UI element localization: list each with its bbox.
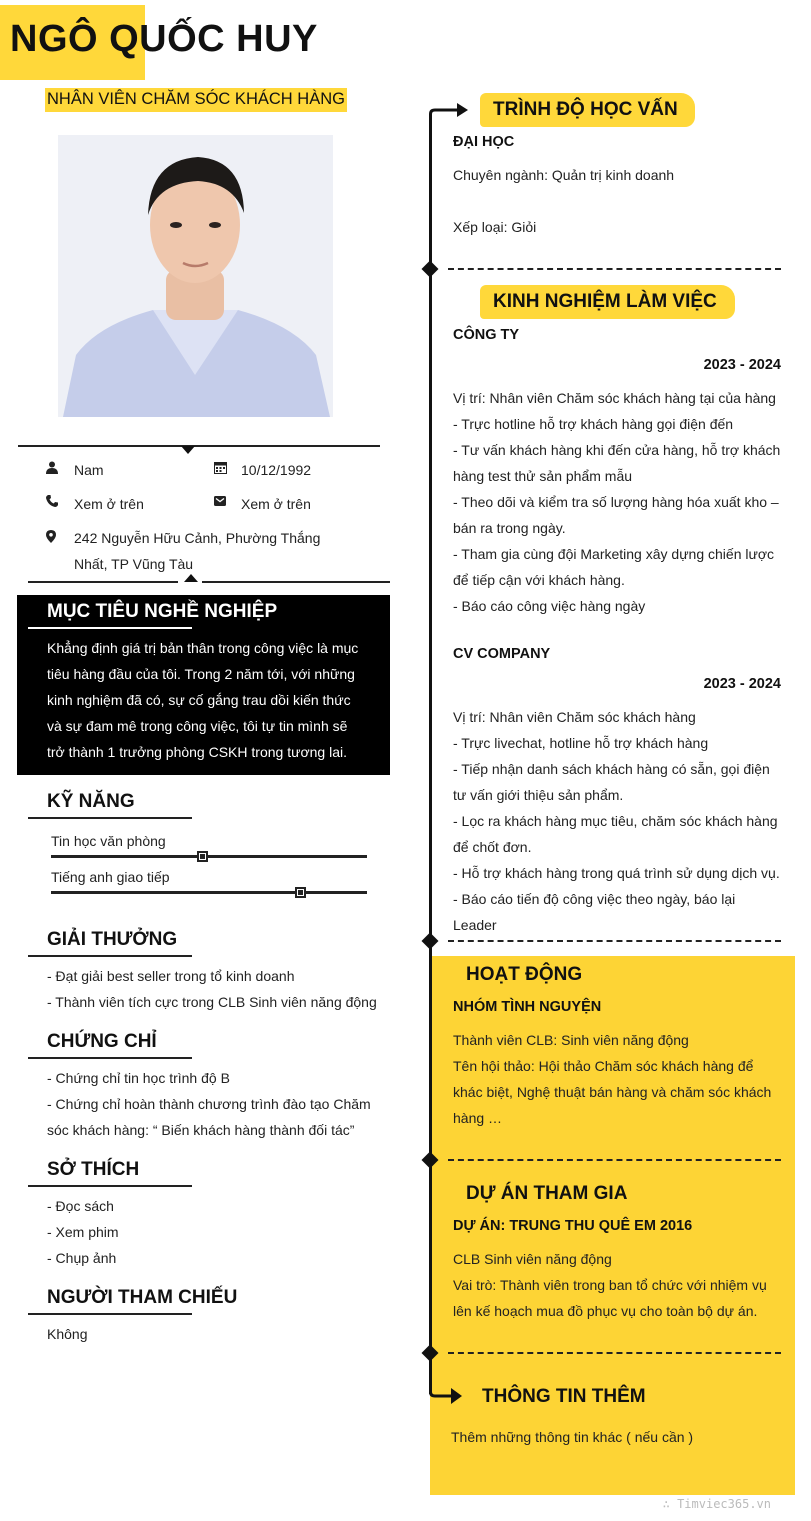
objective-title: MỤC TIÊU NGHỀ NGHIỆP bbox=[47, 601, 278, 622]
activity-line: hàng … bbox=[453, 1110, 503, 1126]
project-name: DỰ ÁN: TRUNG THU QUÊ EM 2016 bbox=[453, 1218, 693, 1234]
section-divider bbox=[448, 268, 781, 270]
job-line: hàng test thử sản phẩm mẫu bbox=[453, 468, 633, 484]
education-grade: Xếp loại: Giỏi bbox=[453, 219, 537, 235]
education-school: ĐẠI HỌC bbox=[453, 134, 515, 150]
section-divider bbox=[448, 940, 781, 942]
job-line: - Tiếp nhận danh sách khách hàng có sẵn, gọi điện bbox=[453, 761, 770, 777]
candidate-name: NGÔ QUỐC HUY bbox=[10, 18, 318, 60]
objective-line: trở thành 1 trưởng phòng CSKH trong tương lai. bbox=[47, 744, 347, 760]
activities-org: NHÓM TÌNH NGUYỆN bbox=[453, 999, 602, 1015]
job-line: - Theo dõi và kiểm tra số lượng hàng hóa xuất kho – bbox=[453, 494, 779, 510]
caret-up-icon bbox=[184, 574, 198, 582]
project-line: Vai trò: Thành viên trong ban tổ chức với nhiệm vụ bbox=[453, 1277, 767, 1293]
address-line-2: Nhất, TP Vũng Tàu bbox=[74, 556, 194, 572]
timeline-node bbox=[422, 933, 439, 950]
phone-value: Xem ở trên bbox=[74, 496, 144, 512]
activity-line: khác biệt, Nghệ thuật bán hàng và chăm sóc khách bbox=[453, 1084, 772, 1100]
objective-line: Khẳng định giá trị bản thân trong công việc là mục bbox=[47, 640, 359, 656]
job-line: để chốt đơn. bbox=[453, 839, 532, 855]
activity-line: Tên hội thảo: Hội thảo Chăm sóc khách hàng để bbox=[453, 1058, 754, 1074]
email-icon bbox=[214, 495, 226, 507]
extra-text: Thêm những thông tin khác ( nếu cần ) bbox=[451, 1429, 694, 1445]
map-pin-icon bbox=[46, 530, 58, 542]
info-bottom-divider-right bbox=[202, 581, 390, 583]
skill-bar-track bbox=[51, 891, 367, 894]
job-line: - Báo cáo công việc hàng ngày bbox=[453, 598, 646, 614]
birthday-value: 10/12/1992 bbox=[241, 462, 312, 478]
references-title-underline bbox=[28, 1313, 192, 1315]
references-text: Không bbox=[47, 1326, 88, 1342]
objective-line: và sự đam mê trong công việc, tôi tự tin mình sẽ bbox=[47, 718, 348, 734]
awards-title-underline bbox=[28, 955, 192, 957]
job-line: tư vấn giới thiệu sản phẩm. bbox=[453, 787, 624, 803]
extra-title: THÔNG TIN THÊM bbox=[482, 1386, 646, 1407]
hobby-item: - Đọc sách bbox=[47, 1198, 114, 1214]
timeline-arrow-icon bbox=[429, 102, 469, 124]
hobby-item: - Xem phim bbox=[47, 1224, 119, 1240]
section-divider bbox=[448, 1159, 781, 1161]
activity-line: Thành viên CLB: Sinh viên năng động bbox=[453, 1032, 689, 1048]
project-line: CLB Sinh viên năng động bbox=[453, 1251, 612, 1267]
job-details bbox=[453, 385, 781, 619]
hobbies-title: SỞ THÍCH bbox=[47, 1159, 140, 1180]
job-company: CV COMPANY bbox=[453, 646, 551, 662]
job-line: bán ra trong ngày. bbox=[453, 520, 566, 536]
info-top-divider bbox=[18, 445, 380, 447]
awards-list bbox=[47, 963, 387, 1015]
skill-label: Tin học văn phòng bbox=[51, 833, 166, 849]
job-details bbox=[453, 704, 781, 938]
project-details bbox=[453, 1246, 781, 1324]
job-line: - Hỗ trợ khách hàng trong quá trình sử dụng dịch vụ. bbox=[453, 865, 780, 881]
certificates-title-underline bbox=[28, 1057, 192, 1059]
skill-label: Tiếng anh giao tiếp bbox=[51, 869, 170, 885]
certificates-list bbox=[47, 1065, 379, 1143]
info-bottom-divider-left bbox=[28, 581, 178, 583]
gender-value: Nam bbox=[74, 462, 104, 478]
objective-line: kinh nghiệm đã có, sự cố gắng trau dồi kiến thức bbox=[47, 692, 351, 708]
certificates-title: CHỨNG CHỈ bbox=[47, 1031, 157, 1052]
job-line: - Tư vấn khách hàng khi đến cửa hàng, hỗ trợ khách bbox=[453, 442, 781, 458]
skill-level-knob[interactable] bbox=[197, 851, 208, 862]
activities-details bbox=[453, 1027, 781, 1131]
job-line: - Trực hotline hỗ trợ khách hàng gọi điện đến bbox=[453, 416, 734, 432]
watermark bbox=[663, 1497, 771, 1511]
job-line: Vị trí: Nhân viên Chăm sóc khách hàng tại của hàng bbox=[453, 390, 776, 406]
job-company: CÔNG TY bbox=[453, 327, 520, 343]
timeline-node bbox=[422, 261, 439, 278]
projects-title: DỰ ÁN THAM GIA bbox=[466, 1183, 628, 1204]
hobbies-list bbox=[47, 1193, 347, 1271]
profile-photo bbox=[58, 135, 333, 417]
job-line: - Trực livechat, hotline hỗ trợ khách hàng bbox=[453, 735, 709, 751]
project-line: lên kế hoạch mua đồ phục vụ cho toàn bộ dự án. bbox=[453, 1303, 758, 1319]
skill-bar-track bbox=[51, 855, 367, 858]
objective-title-underline bbox=[28, 627, 192, 629]
watermark-logo-icon: ∴ bbox=[662, 1497, 678, 1511]
references-title: NGƯỜI THAM CHIẾU bbox=[47, 1287, 238, 1308]
education-title: TRÌNH ĐỘ HỌC VẤN bbox=[493, 99, 678, 120]
certificate-item: - Chứng chỉ tin học trình độ B bbox=[47, 1070, 230, 1086]
skill-level-knob[interactable] bbox=[295, 887, 306, 898]
address-line-1: 242 Nguyễn Hữu Cảnh, Phường Thắng bbox=[74, 530, 321, 546]
hobby-item: - Chụp ảnh bbox=[47, 1250, 117, 1266]
skills-title-underline bbox=[28, 817, 192, 819]
job-title: NHÂN VIÊN CHĂM SÓC KHÁCH HÀNG bbox=[45, 88, 347, 112]
education-major: Chuyên ngành: Quản trị kinh doanh bbox=[453, 167, 675, 183]
job-line: để tiếp cận với khách hàng. bbox=[453, 572, 625, 588]
user-icon bbox=[46, 461, 58, 473]
job-line: Vị trí: Nhân viên Chăm sóc khách hàng bbox=[453, 709, 696, 725]
certificate-item: sóc khách hàng: “ Biến khách hàng thành đối tác” bbox=[47, 1122, 355, 1138]
job-line: - Lọc ra khách hàng mục tiêu, chăm sóc khách hàng bbox=[453, 813, 778, 829]
job-line: - Báo cáo tiến độ công việc theo ngày, báo lại Leader bbox=[453, 891, 736, 933]
objective-text bbox=[47, 635, 359, 765]
award-item: - Đạt giải best seller trong tổ kinh doanh bbox=[47, 968, 295, 984]
section-divider bbox=[448, 1352, 781, 1354]
job-line: - Tham gia cùng đội Marketing xây dựng chiến lược bbox=[453, 546, 775, 562]
objective-line: tiêu hàng đầu của tôi. Trong 2 năm tới, với những bbox=[47, 666, 355, 682]
timeline-end-arrow-icon bbox=[429, 1380, 463, 1410]
calendar-icon bbox=[214, 461, 226, 473]
certificate-item: - Chứng chỉ hoàn thành chương trình đào tạo Chăm bbox=[47, 1096, 371, 1112]
activities-title: HOẠT ĐỘNG bbox=[466, 964, 583, 985]
hobbies-title-underline bbox=[28, 1185, 192, 1187]
email-value: Xem ở trên bbox=[241, 496, 311, 512]
award-item: - Thành viên tích cực trong CLB Sinh viên năng động bbox=[47, 994, 377, 1010]
phone-icon bbox=[46, 495, 58, 507]
watermark-text: Timviec365.vn bbox=[677, 1497, 771, 1511]
profile-photo-image bbox=[58, 135, 333, 417]
timeline-line bbox=[429, 119, 432, 1394]
job-period: 2023 - 2024 bbox=[703, 676, 781, 692]
caret-down-icon bbox=[181, 446, 195, 454]
experience-title: KINH NGHIỆM LÀM VIỆC bbox=[493, 291, 717, 312]
awards-title: GIẢI THƯỞNG bbox=[47, 929, 178, 950]
skills-title: KỸ NĂNG bbox=[47, 791, 135, 812]
job-period: 2023 - 2024 bbox=[703, 357, 781, 373]
